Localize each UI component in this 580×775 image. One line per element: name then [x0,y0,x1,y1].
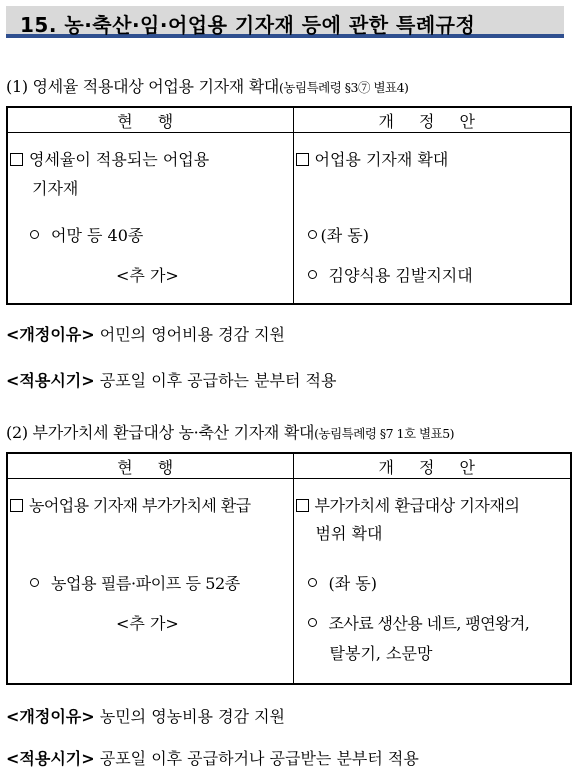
table-1-proposed-sub1 [308,223,369,246]
timing-label: <적용시기> [6,371,95,390]
checkbox-square-icon [10,499,23,512]
table-2-proposed-sub2 [308,611,530,634]
comparison-table-1 [6,106,572,305]
table-1-header-proposed: 개 정 안 [293,107,571,133]
section-2-timing [6,746,419,769]
table-2-current-item-text: 농어업용 기자재 부가가치세 환급 [29,496,251,515]
table-2-proposed-sub1-text: (좌 동) [328,574,377,593]
table-2-header-current: 현 행 [7,453,293,479]
section-1-title [6,74,408,97]
table-2-current-add: <추 가> [116,614,179,633]
table-1-current-sub-text: 어망 등 40종 [51,226,144,245]
table-2-header-proposed: 개 정 안 [293,453,571,479]
section-2-ref: (농림특례령 §7 1호 별표5) [314,426,455,441]
table-2-proposed-item-cont: 범위 확대 [315,524,383,543]
table-2-proposed-sub2-cont: 탈봉기, 소문망 [329,644,433,663]
table-1-proposed-cell [293,133,571,305]
section-1-title-text: (1) 영세율 적용대상 어업용 기자재 확대 [6,77,280,96]
table-1-proposed-item [296,147,449,170]
table-2-proposed-cell [293,479,571,685]
section-1-reason [6,322,285,345]
comparison-table-2 [6,452,572,685]
bullet-circle-icon [308,578,317,587]
checkbox-square-icon [296,499,309,512]
bullet-circle-icon [30,578,39,587]
table-1-current-cell [7,133,293,305]
table-1-header-current: 현 행 [7,107,293,133]
checkbox-square-icon [296,153,309,166]
table-1-current-item [10,147,209,170]
table-1-proposed-item-text: 어업용 기자재 확대 [314,150,449,169]
section-2-title-text: (2) 부가가치세 환급대상 농·축산 기자재 확대 [6,423,315,442]
table-2-current-item [10,493,250,516]
reason-label: <개정이유> [6,325,95,344]
table-2-proposed-sub2-text: 조사료 생산용 네트, 팽연왕겨, [328,614,530,633]
bullet-circle-icon [30,230,39,239]
section-2-reason [6,704,285,727]
table-2-proposed-item [296,493,520,516]
timing-text: 공포일 이후 공급하는 분부터 적용 [99,371,337,390]
table-1-proposed-sub2-text: 김양식용 김발지지대 [328,266,473,285]
bullet-circle-icon [308,230,317,239]
checkbox-square-icon [10,153,23,166]
table-2-current-sub [30,571,240,594]
section-2-title [6,420,454,443]
timing-text: 공포일 이후 공급하거나 공급받는 분부터 적용 [99,749,419,768]
section-1-timing [6,368,336,391]
table-2-proposed-sub1 [308,571,377,594]
section-banner [6,6,564,38]
table-2-current-sub-text: 농업용 필름·파이프 등 52종 [51,574,240,593]
section-1-ref: (농림특례령 §3⑦ 별표4) [279,80,409,95]
bullet-circle-icon [308,270,317,279]
table-1-current-sub [30,223,143,246]
reason-text: 어민의 영어비용 경감 지원 [99,325,286,344]
reason-text: 농민의 영농비용 경감 지원 [99,707,286,726]
table-2-current-cell [7,479,293,685]
reason-label: <개정이유> [6,707,95,726]
banner-title: 15. 농·축산·임·어업용 기자재 등에 관한 특례규정 [20,13,476,37]
table-1-current-add: <추 가> [116,266,179,285]
table-1-current-item-cont: 기자재 [32,179,79,198]
table-1-proposed-sub1-text: (좌 동) [320,226,369,245]
bullet-circle-icon [308,618,317,627]
table-1-proposed-sub2 [308,263,473,286]
table-2-proposed-item-text: 부가가치세 환급대상 기자재의 [314,496,520,515]
timing-label: <적용시기> [6,749,95,768]
table-1-current-item-text: 영세율이 적용되는 어업용 [29,150,210,169]
